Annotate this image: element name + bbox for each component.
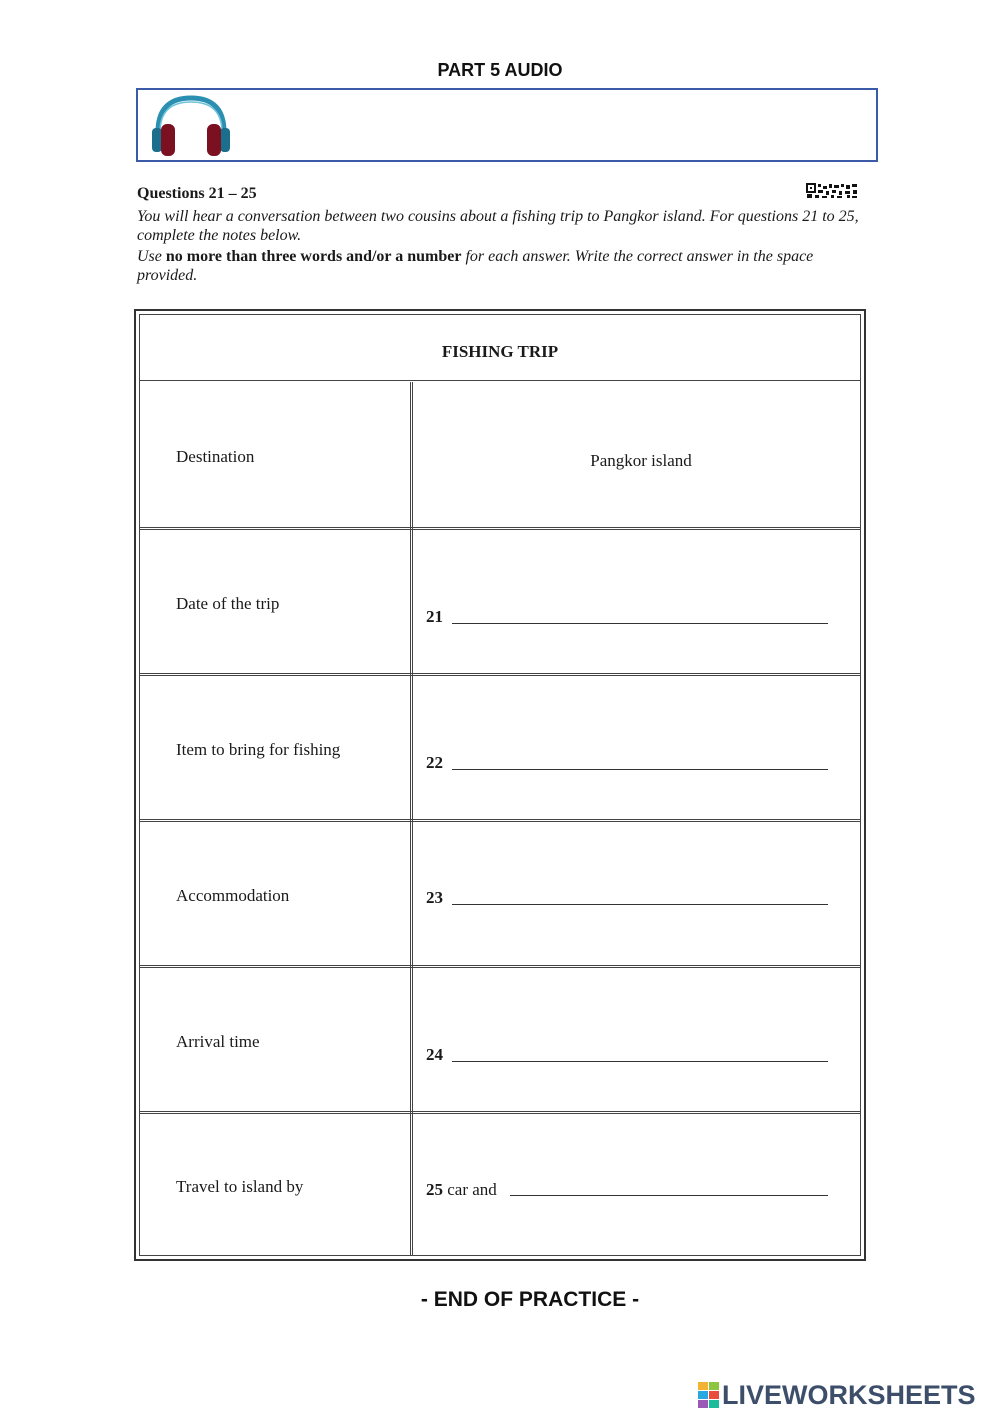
instruction-part: Use	[137, 248, 166, 265]
headphones-icon[interactable]	[148, 92, 234, 160]
answer-input-22[interactable]	[452, 769, 828, 770]
question-number: 24	[426, 1045, 443, 1064]
instruction-text-2	[137, 247, 867, 285]
answer-input-21[interactable]	[452, 623, 828, 624]
instruction-emphasis: no more than three words and/or a number	[165, 248, 462, 265]
answer-input-24[interactable]	[452, 1061, 828, 1062]
answer-25	[426, 1180, 497, 1200]
brand-name: LIVEWORKSHEETS	[722, 1379, 976, 1410]
questions-heading: Questions 21 – 25	[137, 185, 257, 202]
audio-player[interactable]	[136, 88, 878, 162]
row-label-accommodation: Accommodation	[176, 886, 290, 905]
row-label-date: Date of the trip	[176, 594, 280, 613]
answer-22	[426, 753, 443, 773]
instruction-text: You will hear a conversation between two cousins about a fishing trip to Pangkor island. For questions 21 to 25, complete the notes below.	[137, 208, 859, 244]
end-of-practice: - END OF PRACTICE -	[420, 1288, 640, 1311]
page-title: PART 5 AUDIO	[437, 60, 563, 80]
question-number: 23	[426, 888, 443, 907]
question-number: 22	[426, 753, 443, 772]
answer-input-23[interactable]	[452, 904, 828, 905]
instruction-part: for each answer. Write the correct answer in the space provided.	[137, 248, 814, 284]
answer-24	[426, 1045, 443, 1065]
row-divider	[140, 965, 860, 968]
row-divider	[140, 673, 860, 676]
question-number: 21	[426, 607, 443, 626]
row-label-travel: Travel to island by	[176, 1177, 304, 1196]
answer-21	[426, 607, 443, 627]
row-label-destination: Destination	[176, 447, 255, 466]
row-divider	[140, 1111, 860, 1114]
answer-input-25[interactable]	[510, 1195, 828, 1196]
question-number: 25	[426, 1180, 443, 1199]
table-title: FISHING TRIP	[441, 342, 559, 361]
row-divider	[140, 819, 860, 822]
table-title-cell	[140, 315, 860, 381]
destination-value: Pangkor island	[590, 451, 692, 470]
row-label-arrival: Arrival time	[176, 1032, 260, 1051]
qr-code-icon	[806, 183, 858, 199]
brand-logo	[698, 1378, 976, 1412]
answer-prefix: car and	[447, 1180, 497, 1199]
liveworksheets-logo-icon	[698, 1382, 720, 1408]
answer-23	[426, 888, 443, 908]
row-divider	[140, 527, 860, 530]
row-label-item: Item to bring for fishing	[176, 740, 341, 759]
notes-table	[134, 309, 866, 1261]
